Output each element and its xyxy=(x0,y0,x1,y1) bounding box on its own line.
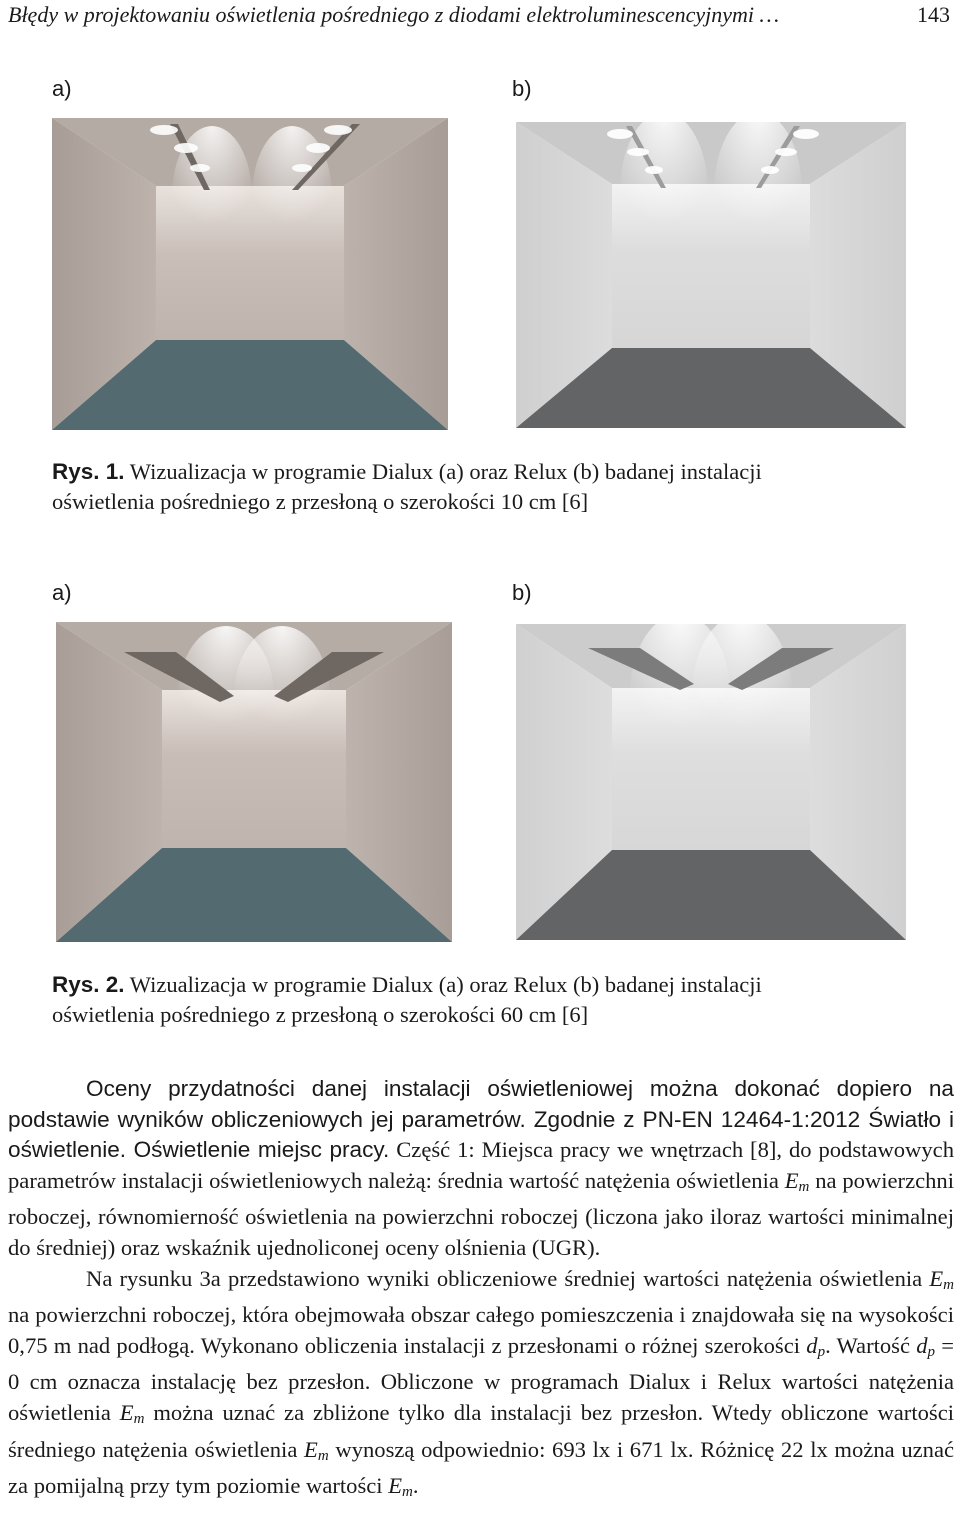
figure2b-relux-render xyxy=(516,624,906,940)
figure1-caption-line1: Wizualizacja w programie Dialux (a) oraz Relux (b) badanej instalacji xyxy=(129,459,762,484)
figure2-label-b: b) xyxy=(512,580,532,605)
subscript-m: m xyxy=(133,1410,145,1427)
figure2a-dialux-render xyxy=(56,622,452,942)
paragraph-1: Oceny przydatności danej instalacji oświetleniowej można dokonać dopiero na podstawie wyników obliczeniowych jej parametrów. Zgodnie z PN-EN 12464-1:2012 Światło i oświetlenie. Oświetlenie miejsc pracy. Część 1: Miejsca pracy we wnętrzach [8], do podstawowych parametrów instalacji oświetleniowych należą: średnia wartość natężenia oświetlenia $E_m$ na powierzchni roboczej, równomierność oświetlenia na powierzchni roboczej (liczona jako iloraz wartości minimalnej do średniej) oraz wskaźnik ujednoliconej oceny olśnienia (UGR). xyxy=(8,1076,954,1260)
subscript-p: p xyxy=(927,1343,936,1360)
figure1-label-b: b) xyxy=(512,76,532,101)
paragraph-1-standard-reference: Oceny przydatności danej instalacji oświetleniowej można dokonać dopiero na podstawie wyników obliczeniowych jej parametrów. Zgodnie z PN-EN 12464-1:2012 Światło i oświetlenie. Oświetlenie miejsc pracy. xyxy=(8,1076,954,1163)
figure2-caption-line1: Wizualizacja w programie Dialux (a) oraz Relux (b) badanej instalacji xyxy=(129,972,762,997)
paragraph-2: Na rysunku 3a przedstawiono wyniki obliczeniowe średniej wartości natężenia oświetlenia $E_m$ na powierzchni roboczej, która obejmowała obszar całego pomieszczenia i znajdowała się na wysokości 0,75 m nad podłogą. Wykonano obliczenia instalacji z przesłonami o różnej szerokości $d_p$. Wartość $d_p = 0$ cm oznacza instalację bez przesłon. Obliczone w programach Dialux i Relux wartości natężenia oświetlenia $E_m$ można uznać za zbliżone tylko dla instalacji bez przesłon. Wtedy obliczone wartości średniego natężenia oświetlenia $E_m$ wynoszą odpowiednio: 693 lx i 671 lx. Różnicę 22 lx można uznać za pomijalną przy tym poziomie wartości $E_m$. xyxy=(8,1265,955,1501)
figure2-caption-number: Rys. 2. xyxy=(52,972,125,997)
symbol-E: E xyxy=(784,1167,799,1193)
figure1-caption-number: Rys. 1. xyxy=(52,459,125,484)
figure1b-relux-render xyxy=(516,122,906,428)
figure1-label-a: a) xyxy=(52,76,72,101)
symbol-d: d xyxy=(916,1332,928,1358)
subscript-m: m xyxy=(402,1484,413,1501)
symbol-E: E xyxy=(304,1436,318,1462)
symbol-E: E xyxy=(929,1265,944,1291)
figure2-caption-line2: oświetlenia pośredniego z przesłoną o szerokości 60 cm [6] xyxy=(52,1002,589,1027)
running-header-title: Błędy w projektowaniu oświetlenia pośredniego z diodami elektroluminescencyjnymi … xyxy=(8,2,780,27)
page-number: 143 xyxy=(917,2,950,27)
subscript-m: m xyxy=(798,1178,810,1195)
figure1a-dialux-render xyxy=(52,118,448,430)
symbol-E: E xyxy=(119,1399,134,1425)
subscript-m: m xyxy=(317,1447,329,1464)
subscript-p: p xyxy=(817,1343,826,1360)
figure1-caption-line2: oświetlenia pośredniego z przesłoną o szerokości 10 cm [6] xyxy=(52,489,589,514)
figure2-caption xyxy=(52,970,907,1030)
symbol-d: d xyxy=(806,1332,818,1358)
body-text xyxy=(8,1074,954,1508)
subscript-m: m xyxy=(943,1276,954,1293)
symbol-E: E xyxy=(388,1473,403,1499)
figure2-label-a: a) xyxy=(52,580,72,605)
running-header xyxy=(8,2,954,30)
figure1-caption xyxy=(52,457,907,517)
